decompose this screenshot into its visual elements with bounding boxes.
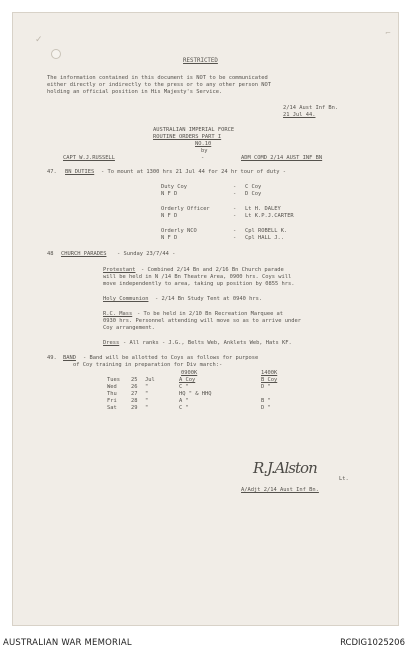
band-column-header: 0900K xyxy=(181,370,198,376)
band-coy-am: A Coy xyxy=(179,377,196,383)
duty-value: Cpl HALL J.. xyxy=(245,235,284,241)
order-number: NO.10 xyxy=(195,141,212,147)
band-month: " xyxy=(145,384,149,390)
service-text: - Combined 2/14 Bn and 2/16 Bn Church parade xyxy=(141,267,284,273)
service-text: will be held in N /14 Bn Theatre Area, 0900 hrs. Coys will xyxy=(103,274,292,280)
duty-dash: - xyxy=(233,191,237,197)
signature-rank: Lt. xyxy=(339,476,349,482)
force-heading: AUSTRALIAN IMPERIAL FORCE xyxy=(153,127,235,133)
by-label: by xyxy=(201,148,208,154)
dress-label: Dress xyxy=(103,340,120,346)
officer-dash: - xyxy=(201,155,205,161)
service-text: - 2/14 Bn Study Tent at 0940 hrs. xyxy=(155,296,263,302)
band-coy-pm: B " xyxy=(261,398,271,404)
band-day: Tues xyxy=(107,377,120,383)
band-date: 28 xyxy=(131,398,138,404)
band-coy-pm: B Coy xyxy=(261,377,278,383)
service-text: - To be held in 2/10 Bn Recreation Marquee at xyxy=(137,311,284,317)
band-date: 25 xyxy=(131,377,138,383)
footer-record-id: RCDIG1025206 xyxy=(340,638,405,648)
item-text: - To mount at 1300 hrs 21 Jul 44 for 24 hr tour of duty - xyxy=(101,169,286,175)
band-coy-pm: D " xyxy=(261,405,271,411)
duty-dash: - xyxy=(233,228,237,234)
corner-mark: ⌐ xyxy=(385,29,391,37)
item-heading-suffix: - Sunday 23/7/44 - xyxy=(117,251,176,257)
duty-value: Cpl ROBELL K. xyxy=(245,228,288,234)
unit-line: 2/14 Aust Inf Bn. xyxy=(283,105,339,111)
service-label: R.C. Mass xyxy=(103,311,133,317)
handwritten-signature: R.J.Alston xyxy=(253,459,317,477)
order-title: ROUTINE ORDERS PART I xyxy=(153,134,222,140)
duty-role: Duty Coy xyxy=(161,184,187,190)
band-month: Jul xyxy=(145,377,155,383)
dress-text: - All ranks - J.G., Belts Web, Anklets Web, Hats KF. xyxy=(123,340,292,346)
service-text: move independently to area, taking up position by 0855 hrs. xyxy=(103,281,295,287)
duty-role: Orderly NCO xyxy=(161,228,197,234)
band-date: 27 xyxy=(131,391,138,397)
band-day: Sat xyxy=(107,405,117,411)
document-text xyxy=(13,13,398,625)
duty-value: Lt H. DALEY xyxy=(245,206,281,212)
notice-line: The information contained in this document is NOT to be communicated xyxy=(47,75,268,81)
duty-role: N F D xyxy=(161,213,178,219)
notice-line: either directly or indirectly to the press or to any other person NOT xyxy=(47,82,271,88)
band-date: 26 xyxy=(131,384,138,390)
item-number: 48 xyxy=(47,251,54,257)
notice-line: holding an official position in His Majesty's Service. xyxy=(47,89,223,95)
band-month: " xyxy=(145,405,149,411)
duty-dash: - xyxy=(233,184,237,190)
document-page xyxy=(12,12,399,626)
duty-value: D Coy xyxy=(245,191,262,197)
band-text: - Band will be allotted to Coys as follows for purpose xyxy=(83,355,259,361)
service-text: 0930 hrs. Personnel attending will move so as to arrive under xyxy=(103,318,301,324)
band-coy-pm: D " xyxy=(261,384,271,390)
duty-value: C Coy xyxy=(245,184,262,190)
band-coy-am: C " xyxy=(179,384,189,390)
band-coy-am: C " xyxy=(179,405,189,411)
band-coy-am: HQ " & HHQ xyxy=(179,391,212,397)
band-month: " xyxy=(145,391,149,397)
item-number: 47. xyxy=(47,169,57,175)
duty-role: N F D xyxy=(161,235,178,241)
duty-role: Orderly Officer xyxy=(161,206,210,212)
item-number: 49. xyxy=(47,355,57,361)
item-heading: BN DUTIES xyxy=(65,169,95,175)
signature-title: A/Adjt 2/14 Aust Inf Bn. xyxy=(241,487,319,493)
band-month: " xyxy=(145,398,149,404)
pencil-mark: ✓ xyxy=(35,35,43,45)
footer-archive-name: AUSTRALIAN WAR MEMORIAL xyxy=(3,638,132,648)
band-coy-am: A " xyxy=(179,398,189,404)
band-day: Wed xyxy=(107,384,117,390)
band-date: 29 xyxy=(131,405,138,411)
duty-role: N F D xyxy=(161,191,178,197)
officer-right: ADM COMD 2/14 AUST INF BN xyxy=(241,155,323,161)
service-label: Protestant xyxy=(103,267,136,273)
duty-dash: - xyxy=(233,235,237,241)
duty-dash: - xyxy=(233,213,237,219)
band-day: Fri xyxy=(107,398,117,404)
band-text: of Coy training in preparation for Div march:- xyxy=(73,362,223,368)
service-label: Holy Communion xyxy=(103,296,149,302)
duty-dash: - xyxy=(233,206,237,212)
duty-value: Lt K.P.J.CARTER xyxy=(245,213,294,219)
date-line: 21 Jul 44. xyxy=(283,112,316,118)
service-text: Coy arrangement. xyxy=(103,325,155,331)
officer-left: CAPT W.J.RUSSELL xyxy=(63,155,115,161)
restricted-heading: RESTRICTED xyxy=(183,58,218,64)
band-day: Thu xyxy=(107,391,117,397)
item-heading: BAND xyxy=(63,355,76,361)
archive-footer xyxy=(0,630,409,654)
band-column-header: 1400K xyxy=(261,370,278,376)
item-heading: CHURCH PARADES xyxy=(61,251,107,257)
